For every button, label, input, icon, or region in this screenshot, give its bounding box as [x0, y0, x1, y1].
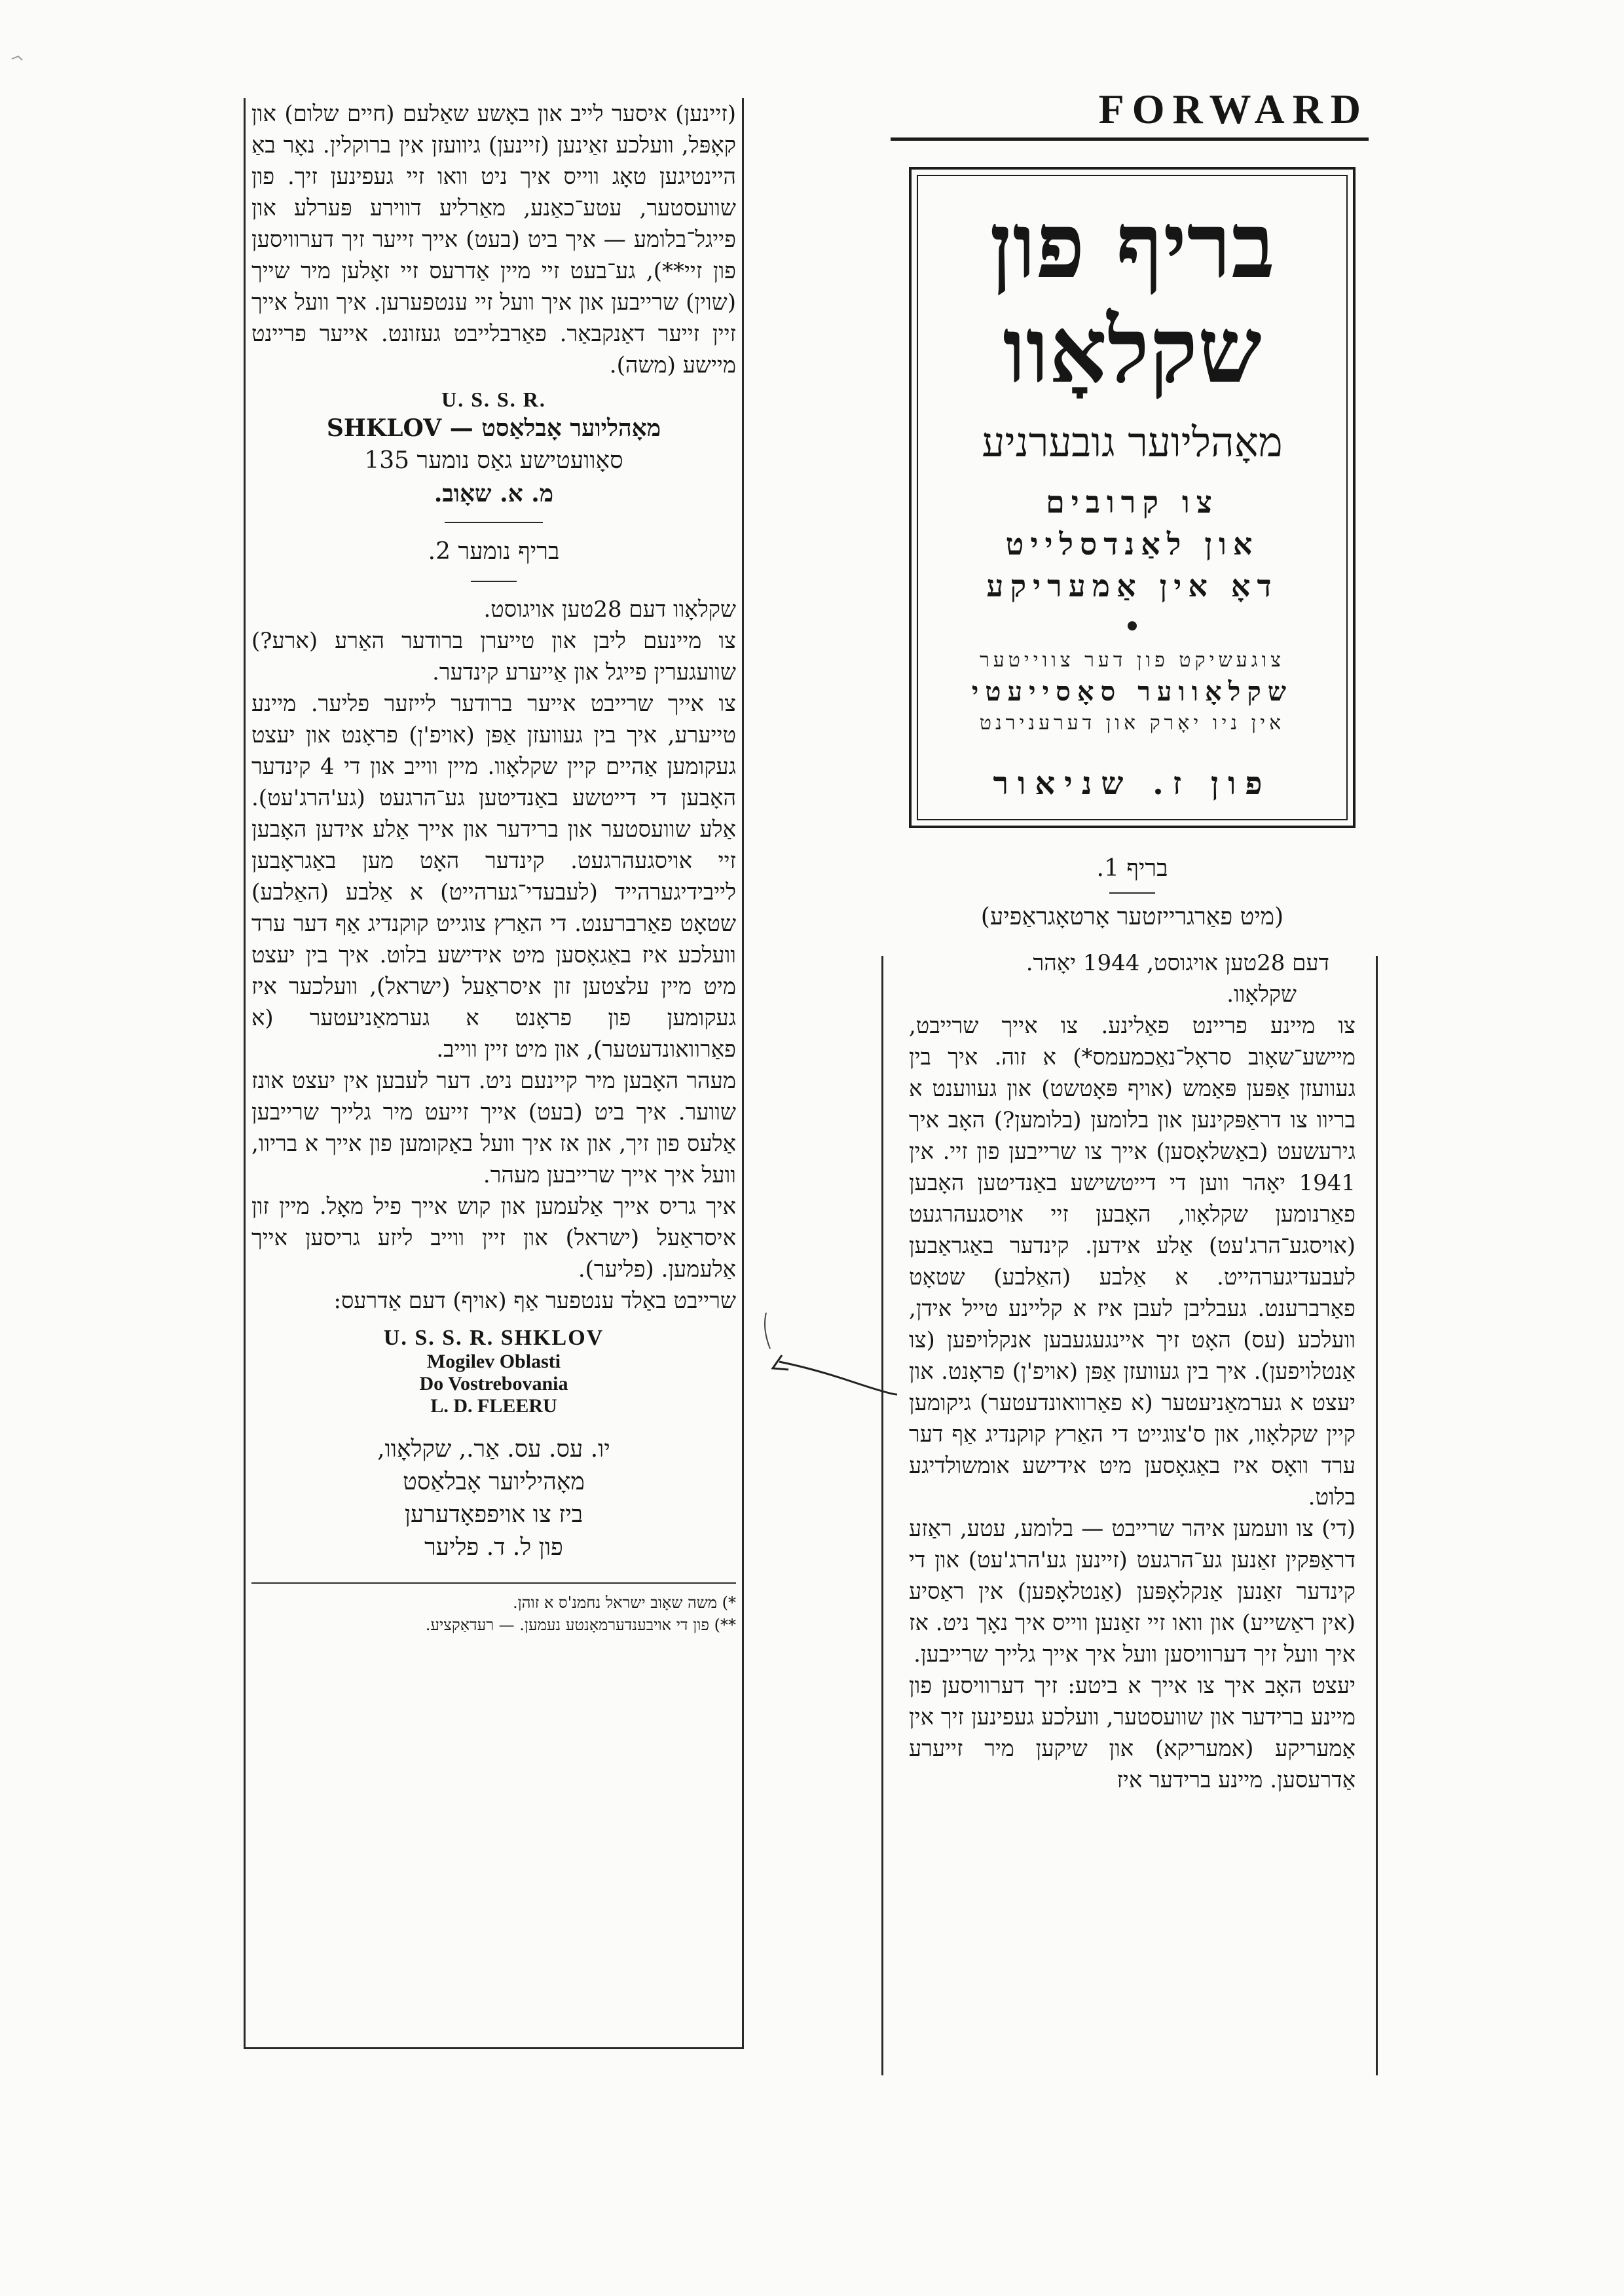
letter2-paragraph: שרייבט באַלד ענטפער אַף (אויף) דעם אַדרעס: — [333, 1288, 736, 1314]
lead-line: צו קרובים — [1046, 484, 1219, 520]
scan-mark — [9, 46, 35, 65]
lead-line: דאָ אין אַמעריקע — [986, 568, 1278, 604]
column-rule-left — [881, 956, 883, 2075]
divider — [471, 581, 517, 582]
credit-line: אין ניו יאָרק און דערענירנט — [979, 712, 1285, 735]
letter1-date: דעם 28טען אויגוסט, 1944 יאָהר. — [1025, 950, 1329, 976]
footnote: **) פון די אויבענדערמאָנטע נעמען. — רעדאַקציע. — [425, 1616, 736, 1634]
letter1-paragraph: צו מיינע פריינט פאַלינע. צו אייך שרייבט, מיישע־שאָוב סראָל־נאַכמעמס*) א זוה. איך בין געוועזן אַפּען פּאַמש (אויף פּאָטשט) און געווענט א בריוו צו דראַפּקינען און בלומען (בלומען?) האָב איך גירעשעט (באַשלאָסען) אייך צו שרייבען פון זיי. אין 1941 יאָהר ווען די דייטשישע באַנדיטען האָבען פאַרנומען שקלאָוו, האָבען זיי אויסגעהרגעט (אויסגע־הרג'עט) אַלע אידען. קינדער באַגראַבען לעבעדיגערהייט. א אַלבע (האַלבע) שטאָט פאַרברענט. געבליבן לעבן איז א קליינע טייל אידן, וועלכע (עס) האָט זיך איינגעגעבען אנקלויפען (צו אַנטלויפען). איך בין געוועזן אַפּן (אויפ'ן) פראָנט. און יעצט א גערמאַניעטער (א פאַרוואונדעטער) גיקומען קיין שקלאָוו, און ס'צוגייט די האַרץ קוקנדיג אַף דער ערד וואָס איז באַגאָסען מיט אידישע אומשולדיגע בלוט. — [909, 1013, 1356, 1510]
address-line: Mogilev Oblasti — [426, 1351, 561, 1372]
title-line-2: שקלאָוו — [1003, 297, 1262, 403]
letter2-paragraph: צו מיינעם ליבן און טייערן ברודער האַרע (ארע?) שוועגערין פייגל און אַייערע קינדער. — [251, 628, 736, 685]
letter1-subheading: (מיט פאַרגרייזטער אָרטאָגראַפיע) — [980, 903, 1284, 930]
address-line: L. D. FLEERU — [430, 1395, 557, 1417]
letter1-place: שקלאָוו. — [1227, 981, 1297, 1008]
address-line: פון ל. ד. פליער — [424, 1534, 563, 1561]
letter1-paragraph: (די) צו וועמען איהר שרייבט — בלומע, עטע, ראַזע דראַפּקין זאַנען גע־הרגעט (זיינען גע'הרג'עט) און די קינדער זאַנען אַנקלאָפּען (אַנטלאָפען) אין ראַסיע (אין ראַשייע) און וואו זיי זאַנען ווייס איך נאָך ניט. אז איך וועל זיך דערוויסען וועל איך אייך גלייך שרייבען. — [909, 1516, 1356, 1667]
letter2-paragraph: איך גריס אייך אַלעמען און קוש אייך פיל מאָל. מיין זון איסראַעל (ישראל) און זיין ווייב ליזע גריסען אייך אַלעמען. (פליער). — [251, 1194, 736, 1283]
right-column — [891, 85, 1369, 2075]
pen-arrow-annotation — [760, 1322, 904, 1414]
letter1-paragraph: יעצט האָב איך צו אייך א ביטע: זיך דערוויסען פון מיינע ברידער און שוועסטער, וועלכע געפינען זיך אין אַמעריקע (אמעריקא) און שיקען מיר זייערע אַדרעסען. מיינע ברידער איז — [909, 1673, 1356, 1793]
signature-city: מאָהליוער אָבלאַסט — SHKLOV — [326, 414, 661, 442]
address-line: U. S. S. R. SHKLOV — [383, 1326, 604, 1350]
author-byline: פון ז. שניאור — [993, 765, 1272, 802]
masthead: FORWARD — [891, 85, 1369, 141]
signature-block — [251, 388, 736, 510]
address-line: יו. עס. עס. אַר., שקלאָוו, — [377, 1436, 610, 1463]
column-rule-bottom — [244, 2047, 744, 2049]
letter1-heading: בריף 1. — [1096, 855, 1168, 882]
signature-street: סאָוועטישע גאַס נומער 135 — [364, 447, 623, 474]
address-latin — [251, 1326, 736, 1417]
divider — [445, 522, 543, 523]
column-rule-left — [244, 98, 246, 2049]
footnote: *) משה שאָוב ישראל נחמנ'ס א זוהן. — [512, 1594, 736, 1612]
letter2-heading: בריף נומער 2. — [428, 538, 560, 565]
letter1-continuation: (זיינען) איסער לייב און באָשע שאַלעם (חיים שלום) און קאָפּל, וועלכע זאַינען (זיינען) גיוועזן אין ברוקלין. נאָר באַ היינטיגען טאָג ווייס איך ניט וואו זיי געפינען זיך. פון שוועסטער, עטע־כאַנע, מאַרליע דווירע פּערלע און פייגל־בלומע — איך ביט (בעט) אייך זייער זיך דערוויסען פון זיי**), גע־בעט זיי מיין אַדרעס זיי זאָלען מיר שייך (שוין) שרייבען און איך וועל זיי ענטפערען. איך וועל אייך זיין זייער דאַנקבאַר. פאַרבלייבט געזונט. אייער פריינט מיישע (משה). — [251, 101, 736, 378]
letter2-paragraph: מעהר האָבען מיר קיינעם ניט. דער לעבען אין יעצט אונז שווער. איך ביט (בעט) אייך זייעט מיר גלייך שרייבען אַלעס פון זיך, און אז איך וועל באַקומען פון אייך א בריוו, וועל איך אייך שרייבען מעהר. — [251, 1068, 736, 1188]
address-line: ביז צו אויפפאָדערען — [404, 1501, 583, 1528]
lead-lines — [938, 481, 1327, 607]
letter2-paragraph: צו אייך שרייבט אייער ברודער לייזער פליער. מיינע טייערע, איך בין געוועזן אַפּן (אויפ'ן) פראָנט און יעצט געקומען אַהיים קיין שקלאָוו. מיין ווייב און די 4 קינדער האָבען די דייטשע באַנדיטען גע־הרגעט (גע'הרג'עט). אַלע שוועסטער און ברידער און אייך אַלע אידען האָבען זיי אויסגעהרגעט. קינדער האָט מען באַגראָבען לייבידיגערהייד (לעבעדי־גערהייט) א אַלבע (האַלבע) שטאָט פאַרברענט. די האַרץ צוגייט קוקנדיג אַף דער ערד וועלכע איז באַגאָסען מיט אידישע בלוט. איך בין יעצט מיט מיין עלצטען זון איסראַעל (ישראל), וועלכער איז געקומען פון פראָנט א גערמאַניעטער (א פאַרוואונדעטער), און מיט זיין ווייב. — [251, 691, 736, 1063]
title-box-inner — [917, 175, 1348, 820]
title-box — [909, 167, 1356, 828]
address-yiddish — [251, 1433, 736, 1564]
credit-society: שקלאָווער סאָסייעטי — [971, 676, 1293, 707]
left-column — [251, 98, 736, 2049]
signature-country: U. S. S. R. — [441, 388, 546, 411]
bullet-dot — [1128, 621, 1137, 630]
address-line: Do Vostrebovania — [419, 1373, 568, 1394]
footnotes — [251, 1582, 736, 1636]
column-rule-right — [1376, 956, 1378, 2075]
margin-tick-annotation — [760, 1309, 779, 1355]
signature-name: מ. א. שאָוב. — [434, 480, 554, 507]
title-line-1: בריף פון — [989, 192, 1275, 299]
credit-line: צוגעשיקט פון דער צווייטער — [980, 649, 1285, 672]
address-line: מאָהיליוער אָבלאַסט — [403, 1468, 585, 1495]
title-subtitle: מאָהליוער גובערניע — [982, 418, 1283, 466]
lead-line: און לאַנדסלייט — [1005, 526, 1259, 562]
letter2-date: שקלאָוו דעם 28טען אויגוסט. — [483, 596, 736, 623]
divider — [1109, 892, 1155, 894]
letter1 — [909, 852, 1356, 1796]
column-rule-right — [742, 98, 744, 2049]
credit — [938, 645, 1327, 739]
